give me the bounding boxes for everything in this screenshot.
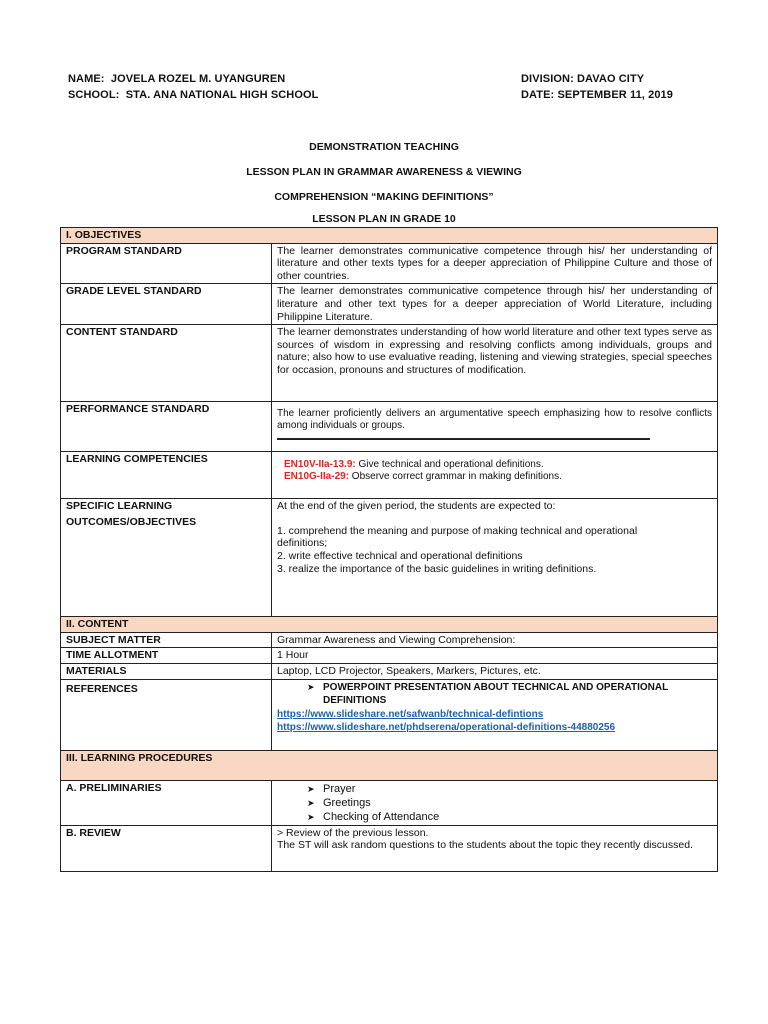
- time-allotment-value: 1 Hour: [272, 648, 718, 664]
- references-value: [272, 679, 718, 750]
- table-row: [61, 402, 718, 452]
- review-label: B. REVIEW: [61, 825, 272, 871]
- content-standard-text: The learner demonstrates understanding of how world literature and other text types serve as sources of wisdom in expressing and resolving conflicts among individuals, groups and nature; also how to use evaluative reading, listening and viewing strategies, special speeches for occasion, pronouns and structures of modification.: [272, 325, 718, 402]
- preliminaries-list: [277, 782, 712, 824]
- divider-line: [277, 438, 650, 440]
- section-row: [61, 617, 718, 633]
- competency-2: [284, 471, 712, 483]
- section-content: II. CONTENT: [61, 617, 718, 633]
- specific-objective-3: 3. realize the importance of the basic guidelines in writing definitions.: [277, 562, 597, 575]
- competency-1-text: Give technical and operational definitions.: [355, 459, 544, 471]
- grade-standard-label: GRADE LEVEL STANDARD: [61, 284, 272, 325]
- prelim-item-prayer: ➤ Prayer: [307, 782, 712, 796]
- title-demo: DEMONSTRATION TEACHING: [309, 141, 459, 153]
- division-line: [521, 73, 644, 85]
- section-row: [61, 750, 718, 780]
- learning-competencies-label: LEARNING COMPETENCIES: [61, 452, 272, 499]
- school-line: [68, 89, 318, 101]
- learning-competencies-text: [272, 452, 718, 499]
- subject-matter-value: Grammar Awareness and Viewing Comprehension:: [272, 632, 718, 648]
- teacher-name: JOVELA ROZEL M. UYANGUREN: [110, 73, 286, 85]
- preliminaries-label: A. PRELIMINARIES: [61, 780, 272, 825]
- table-row: [61, 243, 718, 284]
- table-row: [61, 632, 718, 648]
- date-value: SEPTEMBER 11, 2019: [557, 89, 673, 101]
- name-label: NAME:: [68, 73, 105, 85]
- review-value: [272, 825, 718, 871]
- review-line-2: The ST will ask random questions to the students about the topic they recently discussed.: [277, 839, 693, 852]
- title-lesson-plan: LESSON PLAN IN GRAMMAR AWARENESS & VIEWING: [246, 166, 522, 178]
- table-row: [61, 679, 718, 750]
- date-label: DATE:: [521, 89, 555, 101]
- specific-label-line1: SPECIFIC LEARNING: [66, 500, 173, 513]
- materials-value: Laptop, LCD Projector, Speakers, Markers, Pictures, etc.: [272, 663, 718, 679]
- performance-standard-text: [272, 402, 718, 452]
- specific-label-line2: OUTCOMES/OBJECTIVES: [66, 515, 197, 528]
- section-procedures: III. LEARNING PROCEDURES: [61, 750, 718, 780]
- competency-2-code: EN10G-IIa-29:: [284, 471, 350, 483]
- prelim-item-attendance: ➤ Checking of Attendance: [307, 810, 712, 824]
- specific-objectives-label: [61, 499, 272, 617]
- competency-1: [284, 459, 712, 471]
- section-row: [61, 228, 718, 244]
- table-row: [61, 825, 718, 871]
- table-row: [61, 648, 718, 664]
- subject-matter-label: SUBJECT MATTER: [61, 632, 272, 648]
- preliminaries-value: [272, 780, 718, 825]
- section-objectives: I. OBJECTIVES: [61, 228, 718, 244]
- date-line: [521, 89, 673, 101]
- reference-item: ➤ POWERPOINT PRESENTATION ABOUT TECHNICAL AND OPERATIONAL DEFINITIONS: [307, 681, 712, 708]
- specific-intro: At the end of the given period, the students are expected to:: [277, 500, 556, 513]
- specific-objectives-text: [272, 499, 718, 617]
- reference-link-2[interactable]: https://www.slideshare.net/phdserena/operational-definitions-44880256: [277, 722, 616, 734]
- review-line-1: > Review of the previous lesson.: [277, 826, 429, 839]
- competency-2-text: Observe correct grammar in making definitions.: [349, 471, 562, 483]
- specific-objective-2: 2. write effective technical and operational definitions: [277, 549, 523, 562]
- lesson-plan-table: [60, 227, 718, 872]
- name-line: [68, 73, 285, 85]
- materials-label: MATERIALS: [61, 663, 272, 679]
- table-row: [61, 663, 718, 679]
- title-comprehension: COMPREHENSION “MAKING DEFINITIONS”: [274, 191, 494, 203]
- competency-1-code: EN10V-IIa-13.9:: [284, 459, 356, 471]
- content-standard-label: CONTENT STANDARD: [61, 325, 272, 402]
- time-allotment-label: TIME ALLOTMENT: [61, 648, 272, 664]
- table-row: [61, 452, 718, 499]
- school-label: SCHOOL:: [68, 89, 120, 101]
- table-row: [61, 499, 718, 617]
- table-row: [61, 284, 718, 325]
- prelim-item-greetings: ➤ Greetings: [307, 796, 712, 810]
- title-grade: LESSON PLAN IN GRADE 10: [312, 213, 456, 225]
- performance-standard-label: PERFORMANCE STANDARD: [61, 402, 272, 452]
- references-list: [277, 681, 712, 708]
- program-standard-text: The learner demonstrates communicative competence through his/ her understanding of literature and other texts types for a deeper appreciation of Philippine Culture and those of other countries.: [272, 243, 718, 284]
- references-label: REFERENCES: [61, 679, 272, 750]
- division-name: DAVAO CITY: [577, 73, 645, 85]
- specific-objective-1: 1. comprehend the meaning and purpose of making technical and operational definitions;: [277, 524, 638, 550]
- division-label: DIVISION:: [521, 73, 574, 85]
- table-row: [61, 325, 718, 402]
- performance-text: The learner proficiently delivers an argumentative speech emphasizing how to resolve conflicts among individuals or groups.: [277, 408, 712, 431]
- program-standard-label: PROGRAM STANDARD: [61, 243, 272, 284]
- table-row: [61, 780, 718, 825]
- reference-link-1[interactable]: https://www.slideshare.net/safwanb/technical-defintions: [277, 708, 544, 720]
- school-name: STA. ANA NATIONAL HIGH SCHOOL: [125, 89, 319, 101]
- grade-standard-text: The learner demonstrates communicative competence through his/ her understanding of literature and other text types for a deeper appreciation of World Literature, including Philippine Literature.: [272, 284, 718, 325]
